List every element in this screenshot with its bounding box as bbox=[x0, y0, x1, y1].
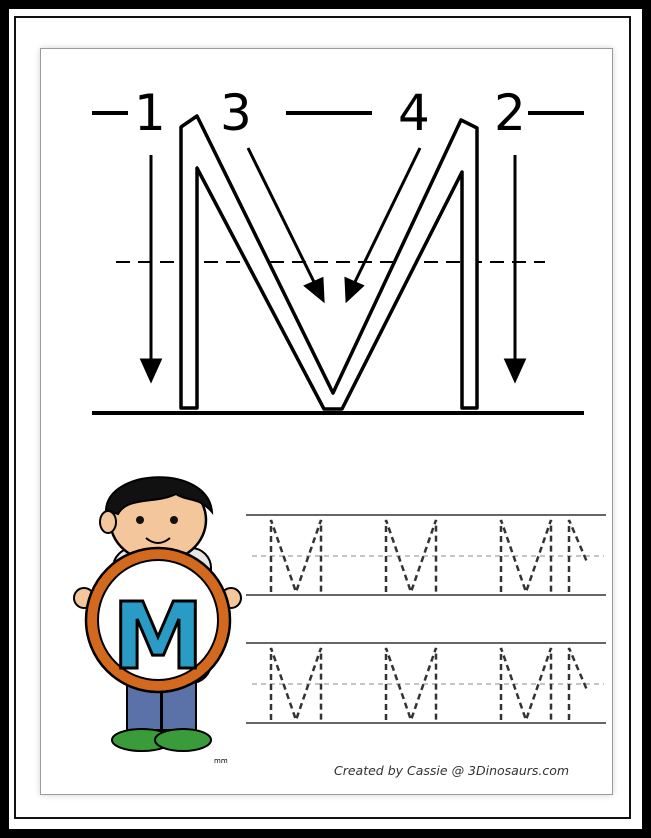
trace-letter-m bbox=[271, 648, 321, 720]
stroke-number-3: 3 bbox=[220, 84, 252, 142]
clipart-signature: mm bbox=[214, 757, 228, 765]
trace-letter-m bbox=[271, 520, 321, 592]
sign-letter: M bbox=[112, 583, 204, 690]
trace-letter-m bbox=[386, 648, 436, 720]
credit-line: Created by Cassie @ 3Dinosaurs.com bbox=[334, 763, 570, 778]
boy-holding-sign-clipart bbox=[74, 477, 241, 765]
stroke-number-2: 2 bbox=[494, 84, 526, 142]
trace-letter-m bbox=[386, 520, 436, 592]
stroke-number-1: 1 bbox=[134, 84, 166, 142]
stroke-number-4: 4 bbox=[398, 84, 430, 142]
